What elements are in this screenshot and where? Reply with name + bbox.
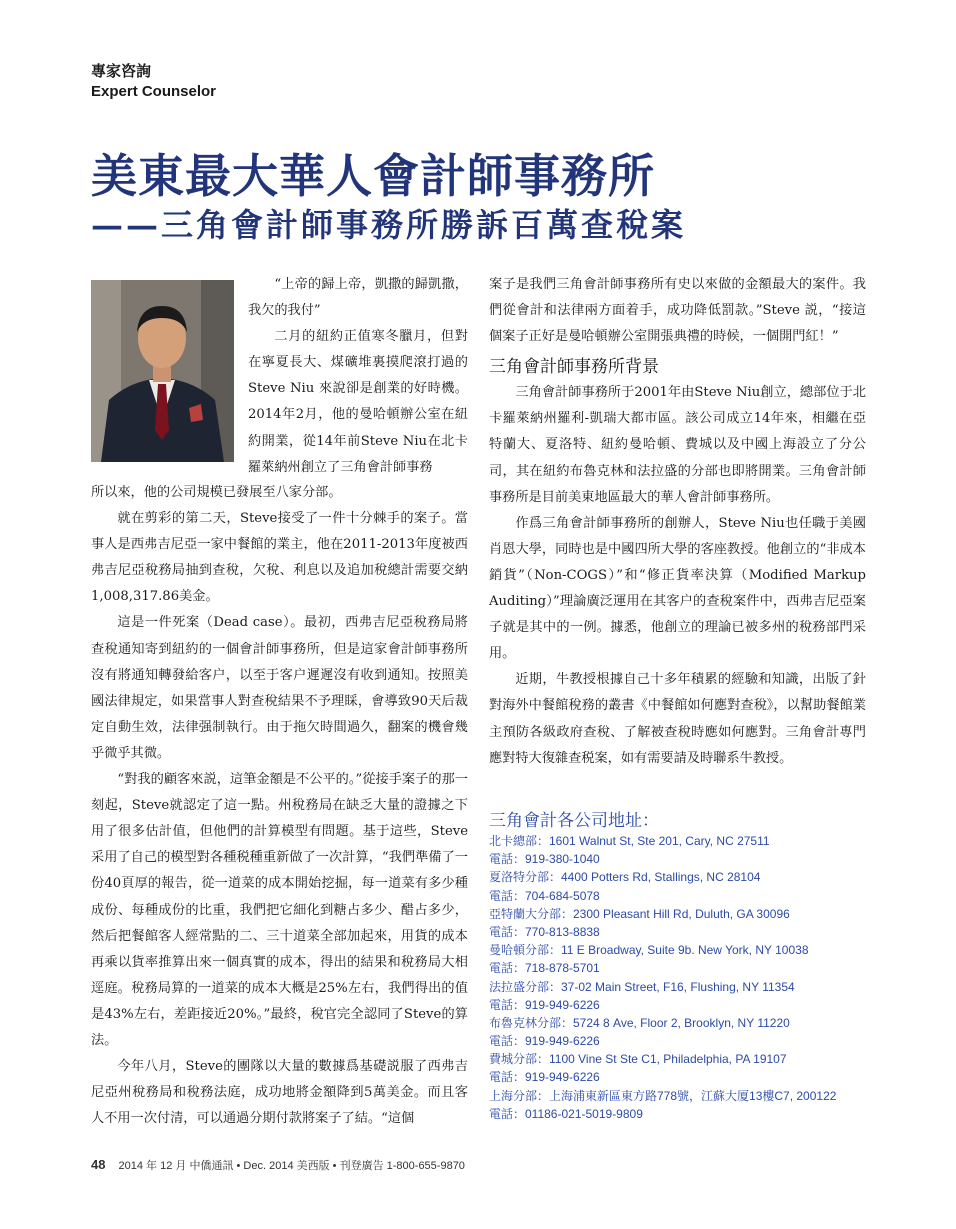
phone-line: 電話：919-949-6226 <box>489 1034 600 1049</box>
portrait-illustration <box>91 280 234 462</box>
address-line: 曼哈頓分部：11 E Broadway, Suite 9b. New York, NY 10038 <box>489 943 809 958</box>
page-footer <box>91 1157 465 1173</box>
body-paragraph: 近期，牛教授根據自己十多年積累的經驗和知識，出版了針對海外中餐館稅務的叢書《中餐館如何應對查稅》，以幫助餐館業主預防各級政府查稅、了解被查稅時應如何應對。三角會計專門應對特大復雜查税案，如有需要請及時聯系牛教授。 <box>489 672 866 766</box>
address-line: 法拉盛分部：37-02 Main Street, F16, Flushing, NY 11354 <box>489 979 795 994</box>
column-left <box>91 480 468 1132</box>
body-paragraph: 作爲三角會計師事務所的創辦人，Steve Niu也任職于美國肖恩大學，同時也是中國四所大學的客座教授。他創立的“非成本銷貨”（Non-COGS）”和“修正貨率決算（Modified Markup Auditing）”理論廣泛運用在其客户的查稅案件中，西弗吉尼亞案子就是其中的一例。據悉，他創立的理論已被多州的稅務部門采用。 <box>489 515 866 662</box>
section-heading: 三角會計師事務所背景 <box>489 357 659 378</box>
address-line: 夏洛特分部：4400 Potters Rd, Stallings, NC 28104 <box>489 870 761 885</box>
footer-info: 2014 年 12 月 中僑通訊 • Dec. 2014 美西版 • 刊登廣告 1-800-655-9870 <box>118 1160 465 1172</box>
phone-line: 電話：919-949-6226 <box>489 1070 600 1085</box>
page-number: 48 <box>91 1157 106 1172</box>
column-right <box>489 272 866 772</box>
phone-line: 電話：919-949-6226 <box>489 997 600 1012</box>
article-title: 美東最大華人會計師事務所 <box>91 149 655 203</box>
body-paragraph: 今年八月，Steve的團隊以大量的數據爲基礎説服了西弗吉尼亞州稅務局和稅務法庭，成功地將金額降到5萬美金。而且客人不用一次付清，可以通過分期付款將案子了結。“這個 <box>91 1059 468 1127</box>
address-list <box>489 832 889 1123</box>
addresses-heading: 三角會計各公司地址： <box>489 811 659 831</box>
body-paragraph: 這是一件死案（Dead case）。最初，西弗吉尼亞稅務局將查稅通知寄到紐約的一個會計師事務所，但是這家會計師事務所沒有將通知轉發給客户，以至于客户遲遲沒有收到通知。按照美國法律規定，如果當事人對查稅結果不予理睬，會導致90天后裁定自動生效，法律强制執行。由于拖欠時間過久，翻案的機會幾乎微乎其微。 <box>91 615 468 761</box>
address-line: 費城分部：1100 Vine St Ste C1, Philadelphia, PA 19107 <box>489 1052 787 1067</box>
portrait-photo <box>91 280 234 462</box>
phone-line: 電話：01186-021-5019-9809 <box>489 1106 643 1121</box>
column-left-top <box>248 272 468 481</box>
section-label-en: Expert Counselor <box>91 83 217 100</box>
body-paragraph: “對我的顧客來説，這筆金額是不公平的。”從接手案子的那一刻起，Steve就認定了這一點。州稅務局在缺乏大量的證據之下用了很多估計值，但他們的計算模型有問題。基于這些，Steve采用了自己的模型對各種税種重新做了一次計算，“我們準備了一份40頁厚的報告，從一道菜的成本開始挖掘，每一道菜有多少種成份、每種成份的比重，我們把它細化到糖占多少、醋占多少，然后把餐館客人經常點的二、三十道菜全部加起來，用貨的成本再乘以貨率推算出來一個真實的成本，得出的結果和稅務局大相逕庭。稅務局算的一道菜的成本大概是25%左右，我們得出的值是43%左右，差距接近20%。”最終，稅官完全認同了Steve的算法。 <box>91 772 468 1048</box>
address-line: 北卡總部：1601 Walnut St, Ste 201, Cary, NC 27511 <box>489 834 770 848</box>
body-paragraph: 三角會計師事務所于2001年由Steve Niu創立，總部位于北卡羅萊納州羅利-凱瑞大都市區。該公司成立14年來，相繼在亞特蘭大、夏洛特、紐約曼哈頓、費城以及中國上海設立了分公司，其在紐約布魯克林和法拉盛的分部也即將開業。三角會計師事務所是目前美東地區最大的華人會計師事務所。 <box>489 385 866 505</box>
body-paragraph: 所以來，他的公司規模已發展至八家分部。 <box>91 485 342 500</box>
phone-line: 電話：718-878-5701 <box>489 961 600 976</box>
phone-line: 電話：704-684-5078 <box>489 888 600 903</box>
address-line: 上海分部：上海浦東新區東方路778號，江蘇大厦13樓C7, 200122 <box>489 1088 837 1103</box>
section-label-zh: 專家咨詢 <box>91 62 152 80</box>
body-paragraph: 二月的紐約正值寒冬臘月，但對在寧夏長大、煤礦堆裏摸爬滾打過的Steve Niu 來說卻是創業的好時機。2014年2月，他的曼哈頓辦公室在紐約開業，從14年前Steve Niu在北卡羅萊納州創立了三角會計師事務 <box>248 329 468 475</box>
body-paragraph: 案子是我們三角會計師事務所有史以來做的金額最大的案件。我們從會計和法律兩方面着手，成功降低罰款。”Steve 説，“接這個案子正好是曼哈頓辦公室開張典禮的時候，一個開門紅！” <box>489 277 866 345</box>
body-paragraph: 就在剪彩的第二天，Steve接受了一件十分棘手的案子。當事人是西弗吉尼亞一家中餐館的業主，他在2011-2013年度被西弗吉尼亞稅務局抽到查稅，欠稅、利息以及追加稅總計需要交納1,008,317.86美金。 <box>91 511 468 605</box>
phone-line: 電話：919-380-1040 <box>489 852 600 867</box>
quote-paragraph: “上帝的歸上帝，凱撒的歸凱撒，我欠的我付” <box>248 277 468 319</box>
address-line: 布魯克林分部：5724 8 Ave, Floor 2, Brooklyn, NY 11220 <box>489 1015 790 1030</box>
article-subtitle: ——三角會計師事務所勝訴百萬查稅案 <box>91 206 687 244</box>
address-line: 亞特蘭大分部：2300 Pleasant Hill Rd, Duluth, GA 30096 <box>489 906 790 921</box>
phone-line: 電話：770-813-8838 <box>489 924 600 939</box>
